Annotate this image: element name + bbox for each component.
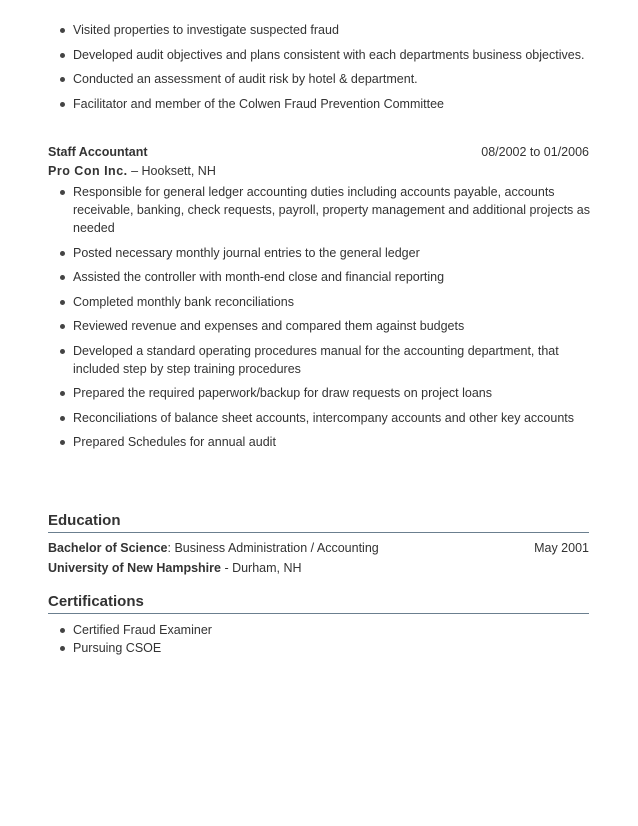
job-title: Staff Accountant [48, 145, 148, 159]
list-item [48, 621, 593, 639]
bullet-text: Facilitator and member of the Colwen Fraud Prevention Committee [73, 96, 444, 111]
bullet-text: Reviewed revenue and expenses and compared them against budgets [73, 319, 465, 333]
bullet-text: Conducted an assessment of audit risk by hotel & department. [73, 72, 418, 86]
bullet-icon [60, 28, 65, 33]
bullet-text: Developed a standard operating procedures manual for the accounting department, that included step by step training procedures [73, 343, 559, 376]
bullet-icon [60, 77, 65, 82]
degree-field: : Business Administration / Accounting [167, 541, 379, 555]
bullet-text: Pursuing CSOE [73, 641, 162, 655]
list-item [48, 244, 593, 262]
bullet-icon [60, 416, 65, 421]
list-item [48, 317, 593, 335]
company-location: Hooksett, NH [141, 164, 216, 178]
company-separator: – [127, 164, 142, 178]
list-item [48, 95, 593, 113]
list-item [48, 384, 593, 402]
list-item [48, 70, 593, 88]
school-location: - Durham, NH [220, 561, 302, 575]
bullet-icon [60, 646, 65, 651]
bullet-icon [60, 102, 65, 107]
list-item [48, 183, 593, 237]
bullet-text: Posted necessary monthly journal entries to the general ledger [73, 245, 420, 260]
bullet-text: Reconciliations of balance sheet accounts, intercompany accounts and other key accounts [73, 410, 574, 425]
education-heading: Education [48, 512, 589, 533]
certifications-list [48, 621, 593, 657]
list-item [48, 293, 593, 311]
bullet-icon [60, 391, 65, 396]
list-item [48, 409, 593, 427]
list-item [48, 21, 593, 39]
bullet-icon [60, 275, 65, 280]
bullet-icon [60, 251, 65, 256]
graduation-date: May 2001 [534, 541, 589, 555]
bullet-text: Completed monthly bank reconciliations [73, 294, 294, 309]
company-name: Pro Con Inc. [48, 164, 128, 178]
company-row [48, 164, 216, 178]
list-item [48, 342, 593, 378]
bullet-text: Certified Fraud Examiner [73, 623, 212, 637]
degree-row [48, 541, 589, 555]
bullet-icon [60, 324, 65, 329]
bullet-icon [60, 53, 65, 58]
previous-job-bullet-list [48, 21, 593, 119]
job-dates: 08/2002 to 01/2006 [481, 145, 589, 159]
school-name: University of New Hampshire [48, 561, 221, 575]
bullet-icon [60, 300, 65, 305]
bullet-icon [60, 440, 65, 445]
job-title-row [48, 145, 589, 162]
degree-name: Bachelor of Science [48, 541, 168, 555]
bullet-text: Developed audit objectives and plans consistent with each departments business objectives. [73, 47, 585, 62]
list-item [48, 639, 593, 657]
list-item [48, 46, 593, 64]
bullet-text: Assisted the controller with month-end close and financial reporting [73, 270, 445, 284]
bullet-icon [60, 349, 65, 354]
list-item [48, 268, 593, 286]
bullet-icon [60, 628, 65, 633]
job-bullet-list [48, 183, 593, 458]
bullet-text: Prepared the required paperwork/backup for draw requests on project loans [73, 386, 492, 400]
school-row [48, 561, 589, 575]
bullet-text: Prepared Schedules for annual audit [73, 435, 276, 449]
bullet-icon [60, 190, 65, 195]
certifications-heading: Certifications [48, 593, 589, 614]
list-item [48, 433, 593, 451]
bullet-text: Visited properties to investigate suspected fraud [73, 23, 339, 37]
bullet-text: Responsible for general ledger accounting duties including accounts payable, accounts receivable, banking, check requests, payroll, property management and additional projects as needed [73, 185, 590, 235]
